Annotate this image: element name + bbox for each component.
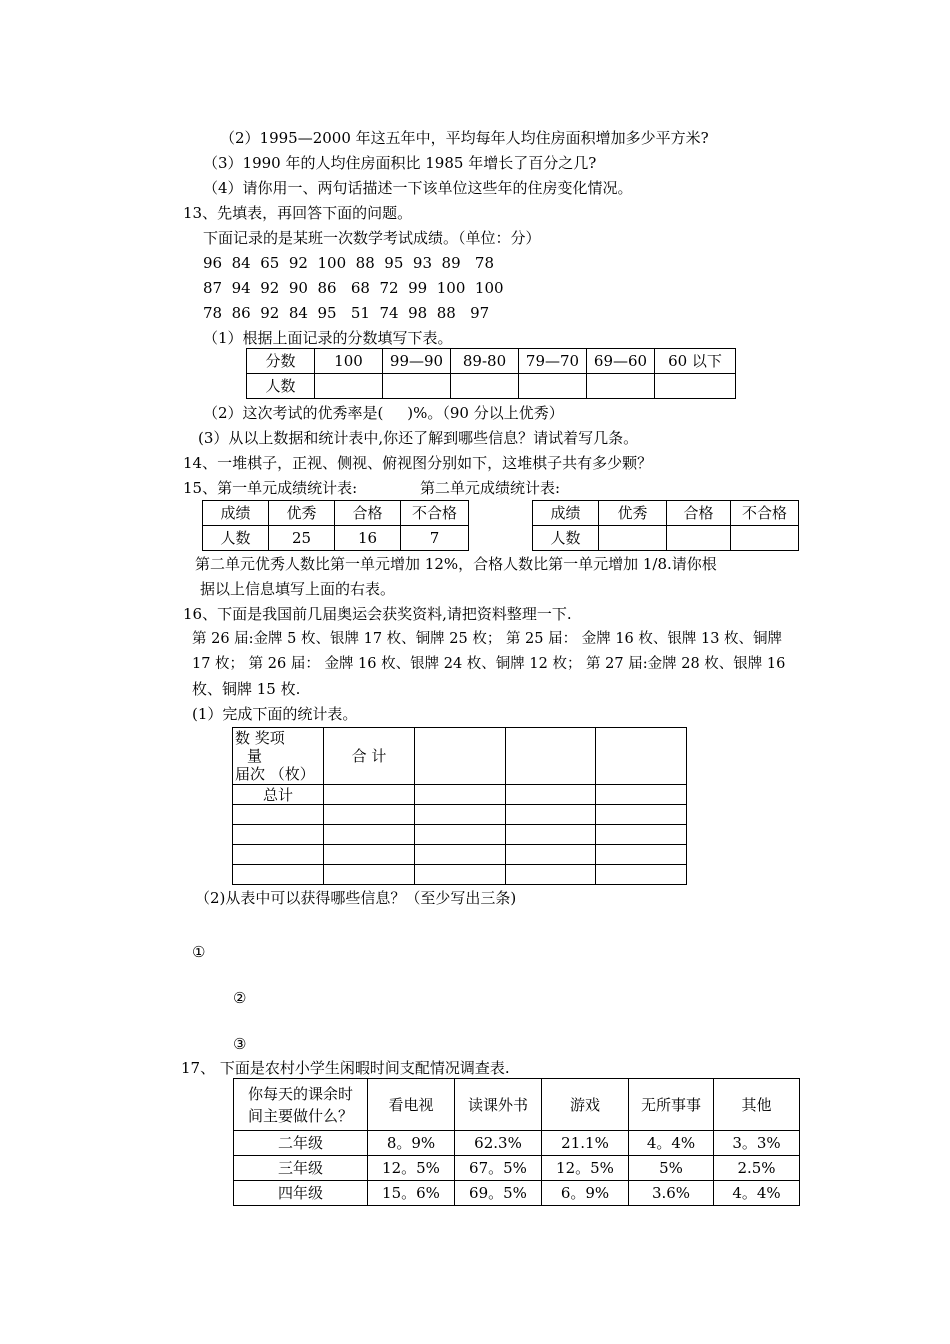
table-header: 合格 xyxy=(667,501,731,526)
q14-title: 14、一堆棋子，正视、侧视、俯视图分别如下，这堆棋子共有多少颗？ xyxy=(183,454,653,472)
blank-cell[interactable] xyxy=(233,845,324,865)
blank-cell[interactable] xyxy=(415,825,506,845)
blank-cell[interactable] xyxy=(415,785,506,805)
q13-score-table xyxy=(246,348,736,399)
table-header: 69—60 xyxy=(587,349,655,374)
q13-title: 13、先填表，再回答下面的问题。 xyxy=(183,204,413,222)
blank-cell[interactable] xyxy=(415,728,506,785)
table-row xyxy=(234,1181,800,1206)
blank-cell[interactable] xyxy=(506,728,596,785)
corner-bottom: 届次 （枚） xyxy=(235,765,315,783)
blank-cell[interactable] xyxy=(324,825,415,845)
table-cell: 12。5% xyxy=(542,1156,629,1181)
table-header: 合格 xyxy=(335,501,401,526)
table-header: 看电视 xyxy=(368,1079,455,1131)
table-row xyxy=(234,1131,800,1156)
q12-sub4: （4）请你用一、两句话描述一下该单位这些年的住房变化情况。 xyxy=(203,179,633,197)
blank-cell[interactable] xyxy=(506,865,596,885)
table-cell: 2.5% xyxy=(714,1156,800,1181)
q15-desc-1: 第二单元优秀人数比第一单元增加 12%，合格人数比第一单元增加 1/8.请你根 xyxy=(195,555,717,573)
q13-scores-line: 87 94 92 90 86 68 72 99 100 100 xyxy=(203,279,504,297)
q15-unit1-table xyxy=(202,500,469,551)
q15-title-1: 15、第一单元成绩统计表: xyxy=(183,479,358,497)
table-header: 99—90 xyxy=(383,349,451,374)
row-label: 三年级 xyxy=(234,1156,368,1181)
blank-cell[interactable] xyxy=(506,825,596,845)
q16-data-line: 枚、铜牌 15 枚. xyxy=(192,680,301,698)
table-header: 优秀 xyxy=(599,501,667,526)
table-header: 优秀 xyxy=(269,501,335,526)
blank-cell[interactable] xyxy=(233,865,324,885)
q16-data-line: 17 枚； 第 26 届： 金牌 16 枚、银牌 24 枚、铜牌 12 枚； 第 27 届:金牌 28 枚、银牌 16 xyxy=(192,656,786,672)
blank-cell[interactable] xyxy=(324,805,415,825)
table-header: 成绩 xyxy=(533,501,599,526)
q12-sub2: （2）1995—2000 年这五年中，平均每年人均住房面积增加多少平方米? xyxy=(220,129,709,147)
answer-mark: ① xyxy=(192,943,206,961)
table-header: 其他 xyxy=(714,1079,800,1131)
blank-cell[interactable] xyxy=(667,526,731,551)
q13-scores-line: 78 86 92 84 95 51 74 98 88 97 xyxy=(203,304,490,322)
total-column-header: 合 计 xyxy=(324,728,415,785)
answer-mark: ③ xyxy=(233,1035,247,1053)
question-line: 间主要做什么？ xyxy=(247,1106,353,1125)
blank-cell[interactable] xyxy=(506,845,596,865)
table-cell: 67。5% xyxy=(455,1156,542,1181)
table-header: 游戏 xyxy=(542,1079,629,1131)
q13-intro: 下面记录的是某班一次数学考试成绩。（单位：分） xyxy=(203,229,541,247)
table-header: 成绩 xyxy=(203,501,269,526)
row-label: 四年级 xyxy=(234,1181,368,1206)
table-cell: 3.6% xyxy=(629,1181,714,1206)
table-cell: 5% xyxy=(629,1156,714,1181)
blank-cell[interactable] xyxy=(587,374,655,399)
blank-cell[interactable] xyxy=(596,805,687,825)
total-row-label: 总计 xyxy=(233,785,324,805)
table-header: 79—70 xyxy=(519,349,587,374)
q15-desc-2: 据以上信息填写上面的右表。 xyxy=(200,580,396,598)
table-cell: 6。9% xyxy=(542,1181,629,1206)
blank-cell[interactable] xyxy=(415,865,506,885)
table-cell: 69。5% xyxy=(455,1181,542,1206)
corner-top: 数 奖项 xyxy=(235,729,285,747)
table-header: 60 以下 xyxy=(655,349,736,374)
blank-cell[interactable] xyxy=(415,845,506,865)
blank-cell[interactable] xyxy=(506,785,596,805)
table-header: 100 xyxy=(315,349,383,374)
q15-unit2-table xyxy=(532,500,799,551)
table-cell: 7 xyxy=(401,526,469,551)
q16-sub2: （2)从表中可以获得哪些信息？（至少写出三条) xyxy=(195,889,517,907)
answer-mark: ② xyxy=(233,989,247,1007)
q13-sub3: (3）从以上数据和统计表中,你还了解到哪些信息？请试着写几条。 xyxy=(198,429,639,447)
blank-cell[interactable] xyxy=(599,526,667,551)
blank-cell[interactable] xyxy=(451,374,519,399)
row-label: 人数 xyxy=(247,374,315,399)
table-header: 分数 xyxy=(247,349,315,374)
q16-medal-table xyxy=(232,727,687,885)
table-cell: 15。6% xyxy=(368,1181,455,1206)
q16-title: 16、下面是我国前几届奥运会获奖资料,请把资料整理一下. xyxy=(183,605,572,623)
blank-cell[interactable] xyxy=(731,526,799,551)
corner-header xyxy=(233,728,324,785)
q13-sub2: （2）这次考试的优秀率是( )%。（90 分以上优秀） xyxy=(203,404,564,422)
q17-leisure-table xyxy=(233,1078,800,1206)
blank-cell[interactable] xyxy=(233,825,324,845)
table-cell: 21.1% xyxy=(542,1131,629,1156)
table-header: 89-80 xyxy=(451,349,519,374)
q13-sub1: （1）根据上面记录的分数填写下表。 xyxy=(203,329,453,347)
table-cell: 16 xyxy=(335,526,401,551)
table-row xyxy=(234,1156,800,1181)
blank-cell[interactable] xyxy=(596,845,687,865)
table-cell: 62.3% xyxy=(455,1131,542,1156)
blank-cell[interactable] xyxy=(519,374,587,399)
blank-cell[interactable] xyxy=(655,374,736,399)
corner-mid: 量 xyxy=(247,747,263,765)
q15-title-2: 第二单元成绩统计表: xyxy=(420,479,561,497)
blank-cell[interactable] xyxy=(324,785,415,805)
table-header: 不合格 xyxy=(731,501,799,526)
blank-cell[interactable] xyxy=(324,865,415,885)
table-cell: 4。4% xyxy=(714,1181,800,1206)
table-cell: 4。4% xyxy=(629,1131,714,1156)
question-line: 你每天的课余时 xyxy=(247,1084,353,1103)
q16-sub1: (1）完成下面的统计表。 xyxy=(192,705,358,723)
table-cell: 3。3% xyxy=(714,1131,800,1156)
row-label: 二年级 xyxy=(234,1131,368,1156)
blank-cell[interactable] xyxy=(233,805,324,825)
table-header: 读课外书 xyxy=(455,1079,542,1131)
row-label: 人数 xyxy=(203,526,269,551)
q17-title: 17、 下面是农村小学生闲暇时间支配情况调查表. xyxy=(181,1059,510,1077)
blank-cell[interactable] xyxy=(324,845,415,865)
blank-cell[interactable] xyxy=(383,374,451,399)
blank-cell[interactable] xyxy=(596,785,687,805)
q16-data-line: 第 26 届:金牌 5 枚、银牌 17 枚、铜牌 25 枚； 第 25 届： 金牌 16 枚、银牌 13 枚、铜牌 xyxy=(192,631,783,647)
table-cell: 12。5% xyxy=(368,1156,455,1181)
table-cell: 8。9% xyxy=(368,1131,455,1156)
blank-cell[interactable] xyxy=(506,805,596,825)
table-cell: 25 xyxy=(269,526,335,551)
q13-scores-line: 96 84 65 92 100 88 95 93 89 78 xyxy=(203,254,495,272)
row-label: 人数 xyxy=(533,526,599,551)
blank-cell[interactable] xyxy=(596,728,687,785)
table-header: 不合格 xyxy=(401,501,469,526)
blank-cell[interactable] xyxy=(596,825,687,845)
question-header xyxy=(234,1079,368,1131)
blank-cell[interactable] xyxy=(315,374,383,399)
blank-cell[interactable] xyxy=(596,865,687,885)
blank-cell[interactable] xyxy=(415,805,506,825)
q12-sub3: （3）1990 年的人均住房面积比 1985 年增长了百分之几? xyxy=(203,154,597,172)
table-header: 无所事事 xyxy=(629,1079,714,1131)
